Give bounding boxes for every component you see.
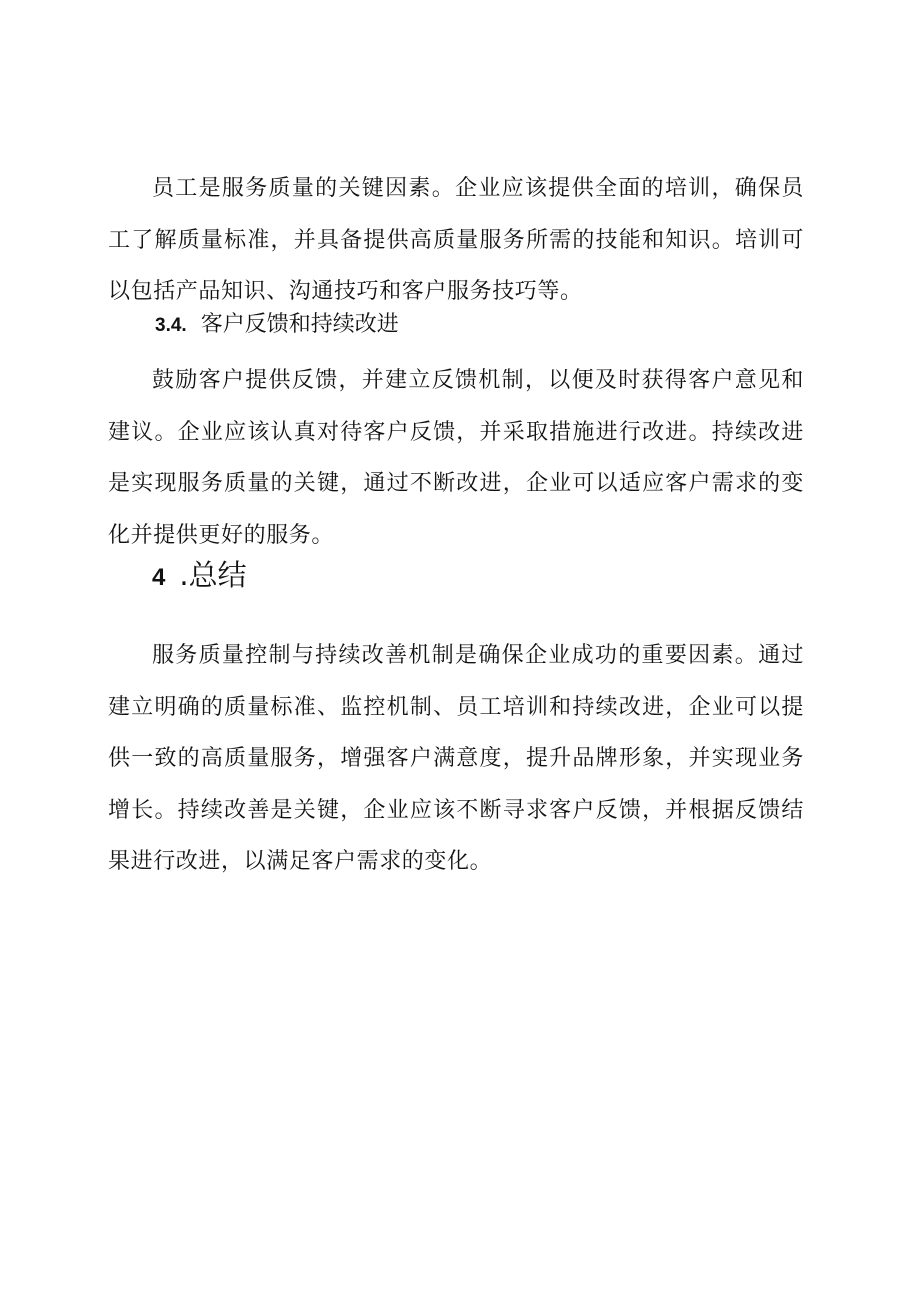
section-heading-3-4	[155, 308, 399, 343]
section-number: 4	[152, 564, 166, 591]
paragraph-feedback: 鼓励客户提供反馈，并建立反馈机制，以便及时获得客户意见和建议。企业应该认真对待客户反馈，并采取措施进行改进。持续改进是实现服务质量的关键，通过不断改进，企业可以适应客户需求的变化并提供更好的服务。	[108, 368, 804, 548]
paragraph-summary: 服务质量控制与持续改善机制是确保企业成功的重要因素。通过建立明确的质量标准、监控机制、员工培训和持续改进，企业可以提供一致的高质量服务，增强客户满意度，提升品牌形象，并实现业务增长。持续改善是关键，企业应该不断寻求客户反馈，并根据反馈结果进行改进，以满足客户需求的变化。	[108, 643, 804, 874]
section-heading-4	[152, 554, 247, 599]
paragraph-employee-training: 员工是服务质量的关键因素。企业应该提供全面的培训，确保员工了解质量标准，并具备提供高质量服务所需的技能和知识。培训可以包括产品知识、沟通技巧和客户服务技巧等。	[108, 176, 804, 304]
section-number: 3.4.	[155, 315, 187, 336]
section-title: .总结	[179, 558, 247, 592]
section-title: 客户反馈和持续改进	[200, 312, 399, 337]
